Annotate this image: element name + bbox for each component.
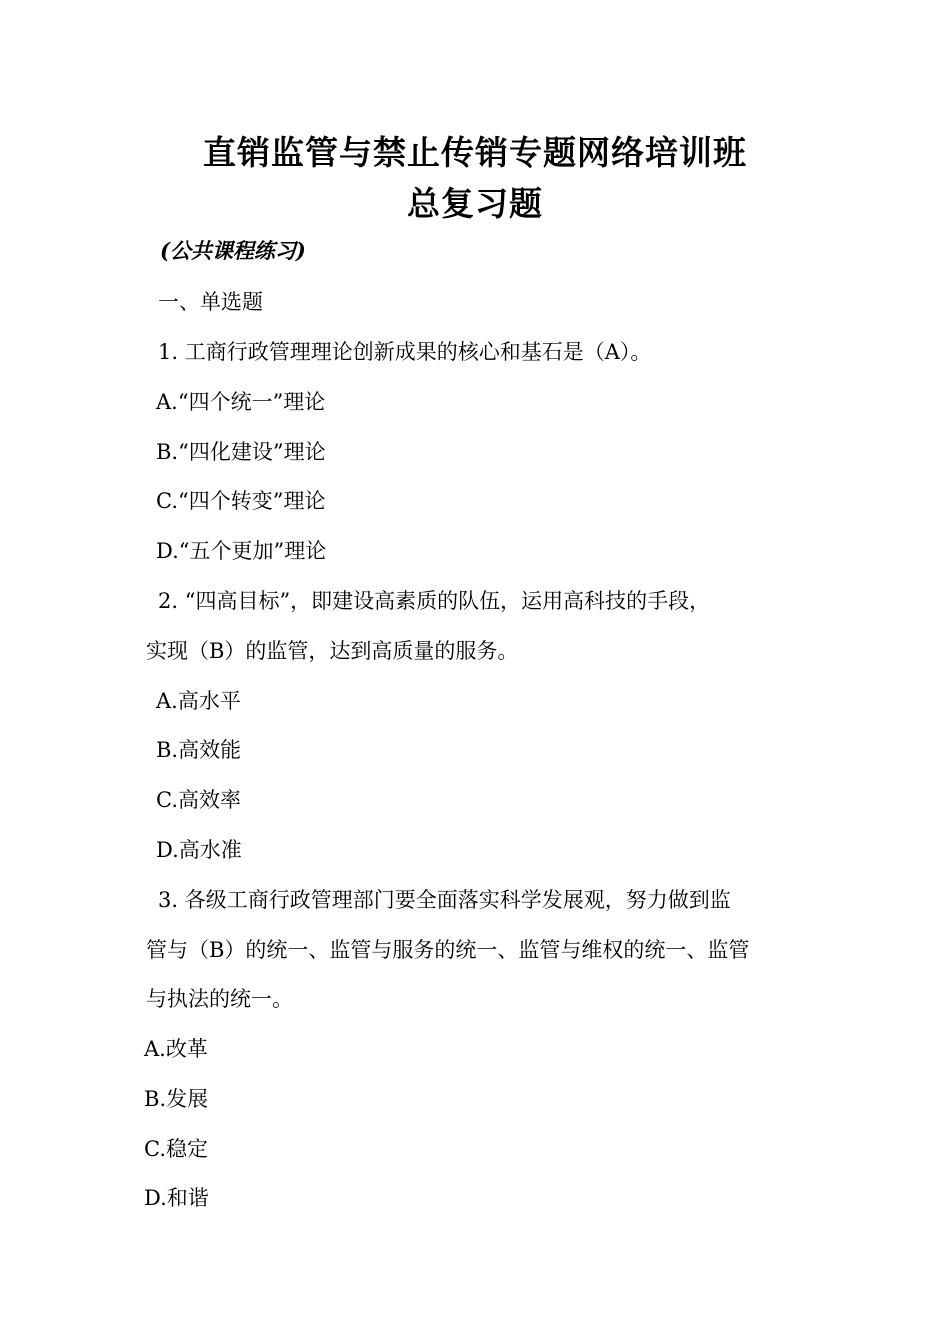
question-2-option-c: C.高效率 <box>156 788 241 812</box>
question-3-text-line-2: 管与（B）的统一、监管与服务的统一、监管与维权的统一、监管 <box>146 938 750 962</box>
question-1-option-c: C.“四个转变”理论 <box>156 489 326 513</box>
question-1-option-d: D.“五个更加”理论 <box>156 539 327 563</box>
document-title-line-1: 直销监管与禁止传销专题网络培训班 <box>203 133 747 172</box>
question-3-option-d: D.和谐 <box>144 1186 209 1210</box>
question-3-text-line-1: 3. 各级工商行政管理部门要全面落实科学发展观，努力做到监 <box>158 888 731 912</box>
question-3-text-line-3: 与执法的统一。 <box>146 987 293 1011</box>
question-2-option-d: D.高水准 <box>156 838 242 862</box>
question-1-option-a: A.“四个统一”理论 <box>156 390 326 414</box>
question-1-option-b: B.“四化建设”理论 <box>156 440 326 464</box>
question-2-option-b: B.高效能 <box>156 738 242 762</box>
document-subtitle: (公共课程练习) <box>160 238 306 263</box>
question-3-option-b: B.发展 <box>144 1087 209 1111</box>
document-title-line-2: 总复习题 <box>407 184 543 223</box>
section-heading: 一、单选题 <box>158 290 263 314</box>
question-3-option-a: A.改革 <box>144 1037 208 1061</box>
question-2-text-line-1: 2. “四高目标”，即建设高素质的队伍，运用高科技的手段， <box>158 589 711 613</box>
question-1-text: 1. 工商行政管理理论创新成果的核心和基石是（A）。 <box>158 340 652 364</box>
question-2-option-a: A.高水平 <box>156 689 241 713</box>
question-2-text-line-2: 实现（B）的监管，达到高质量的服务。 <box>146 639 519 663</box>
question-3-option-c: C.稳定 <box>144 1137 208 1161</box>
